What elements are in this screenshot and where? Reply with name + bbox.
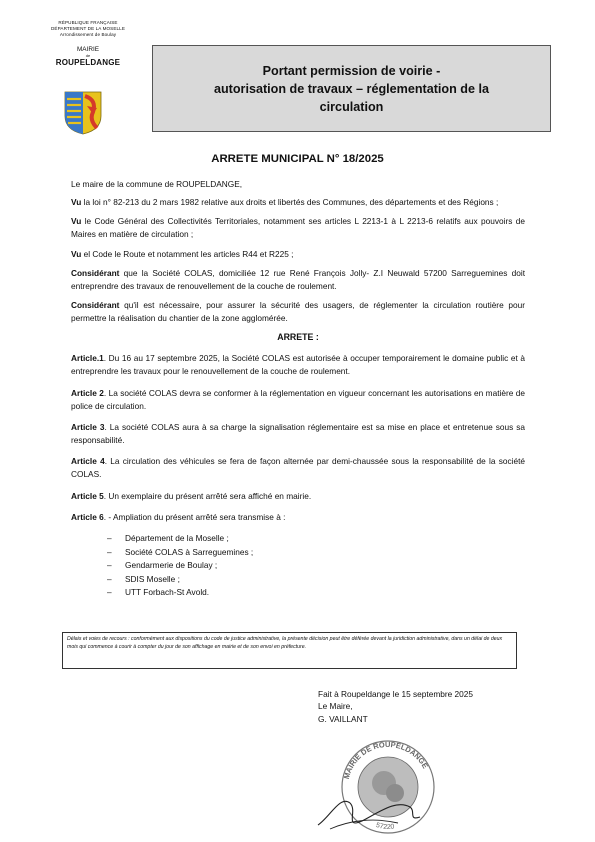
considerant-1-label: Considérant	[71, 267, 120, 278]
considerant-2-text: qu'il est nécessaire, pour assurer la sécurité des usagers, de réglementer la circulation routière pour permettre la réalisation du chantier de la zone agglomérée.	[71, 300, 525, 324]
list-item	[107, 586, 525, 600]
signature-role: Le Maire,	[318, 701, 353, 712]
vu-1-label: Vu	[71, 197, 82, 207]
header-republique: RÉPUBLIQUE FRANÇAISE	[58, 20, 118, 25]
article-4	[71, 455, 525, 481]
vu-3-label: Vu	[71, 248, 82, 259]
article-5-label: Article 5	[71, 490, 104, 501]
article-2-label: Article 2	[71, 387, 104, 398]
official-stamp-icon	[300, 725, 440, 840]
article-6-label: Article 6	[71, 511, 104, 522]
list-dash: –	[107, 546, 112, 557]
header-town: ROUPELDANGE	[55, 58, 121, 67]
stamp-bottom-text: 57220	[374, 821, 395, 832]
list-dash: –	[107, 587, 112, 598]
vu-2-label: Vu	[71, 216, 82, 227]
list-item-text: Gendarmerie de Boulay ;	[125, 560, 218, 571]
considerant-1-text: que la Société COLAS, domiciliée 12 rue René François Jolly- Z.I Neuwald 57200 Sarreguemines doit entreprendre des travaux de renouvellement de la couche de roulement.	[71, 267, 525, 291]
list-item	[107, 546, 525, 560]
list-dash: –	[107, 573, 112, 584]
considerant-1	[71, 267, 525, 293]
header-de: de	[85, 53, 91, 58]
list-item-text: SDIS Moselle ;	[125, 573, 180, 584]
considerant-2-label: Considérant	[71, 300, 120, 311]
considerant-2	[71, 299, 525, 325]
list-item-text: Département de la Moselle ;	[125, 532, 229, 543]
title-line-1: Portant permission de voirie -	[262, 63, 441, 78]
title-line-3: circulation	[319, 99, 384, 114]
list-item-text: UTT Forbach-St Avold.	[125, 587, 210, 598]
vu-1	[71, 196, 525, 209]
arrete-heading: ARRETE :	[277, 332, 319, 343]
article-3-text: . La société COLAS aura à sa charge la signalisation réglementaire est sa mise en place et entretenue sous sa responsabilité.	[71, 422, 525, 446]
vu-2	[71, 215, 525, 241]
article-1	[71, 352, 525, 378]
recours-notice: Délais et voies de recours : conformément aux dispositions du code de justice administrative, la présente décision peut être déférée devant la juridiction administrative, dans un délai de deux mois qui commence à courir à compter du jour de son affichage en mairie et de son envoi en préfecture.	[62, 632, 517, 669]
svg-text:57220	[375, 822, 395, 831]
article-5	[71, 490, 525, 503]
article-6-text: . - Ampliation du présent arrêté sera transmise à :	[103, 511, 286, 522]
vu-3-text: el Code le Route et notamment les articles R44 et R225 ;	[81, 248, 294, 259]
vu-2-text: le Code Général des Collectivités Territoriales, notamment ses articles L 2213-1 à L 2213-6 relatifs aux pouvoirs de Maires en matière de circulation ;	[71, 216, 525, 240]
article-4-text: . La circulation des véhicules se fera de façon alternée par demi-chaussée sous la responsabilité de la société COLAS.	[71, 456, 525, 480]
article-5-text: . Un exemplaire du présent arrêté sera affiché en mairie.	[103, 490, 312, 501]
signature-block	[318, 688, 473, 725]
title-line-2: autorisation de travaux – réglementation de la	[213, 81, 490, 96]
document-body	[71, 178, 525, 600]
intro-text: Le maire de la commune de ROUPELDANGE,	[71, 179, 243, 189]
signature-name: G. VAILLANT	[318, 713, 368, 724]
article-6	[71, 511, 525, 524]
mairie-header	[40, 20, 136, 68]
coat-of-arms-icon	[63, 90, 103, 136]
article-3-label: Article 3	[71, 422, 105, 433]
article-1-label: Article.1	[71, 353, 104, 364]
stamp-top-text: MAIRIE DE ROUPELDANGE	[341, 739, 430, 781]
list-item	[107, 573, 525, 587]
vu-3	[71, 248, 525, 261]
vu-1-text: la loi n° 82-213 du 2 mars 1982 relative aux droits et libertés des Communes, des départements et des Régions ;	[81, 197, 499, 207]
arrete-title: ARRETE MUNICIPAL N° 18/2025	[211, 153, 384, 165]
recipient-list	[107, 532, 525, 600]
title-box	[152, 45, 551, 132]
article-2-text: . La société COLAS devra se conformer à la réglementation en vigueur concernant les autorisations en matière de police de circulation.	[71, 387, 525, 411]
signature-place-date: Fait à Roupeldange le 15 septembre 2025	[318, 689, 473, 699]
article-4-label: Article 4	[71, 456, 105, 467]
header-departement: DÉPARTEMENT DE LA MOSELLE	[51, 26, 125, 31]
list-dash: –	[107, 532, 112, 543]
article-2	[71, 387, 525, 413]
list-item	[107, 559, 525, 573]
list-item	[107, 532, 525, 546]
header-arrondissement: Arrondissement de Boulay	[59, 32, 117, 37]
article-3	[71, 421, 525, 447]
list-item-text: Société COLAS à Sarreguemines ;	[125, 546, 254, 557]
header-mairie: MAIRIE	[76, 46, 99, 53]
list-dash: –	[107, 560, 112, 571]
article-1-text: . Du 16 au 17 septembre 2025, la Société COLAS est autorisée à occuper temporairement le domaine public et à entreprendre les travaux pour le renouvellement de la couche de roulement.	[71, 353, 525, 377]
